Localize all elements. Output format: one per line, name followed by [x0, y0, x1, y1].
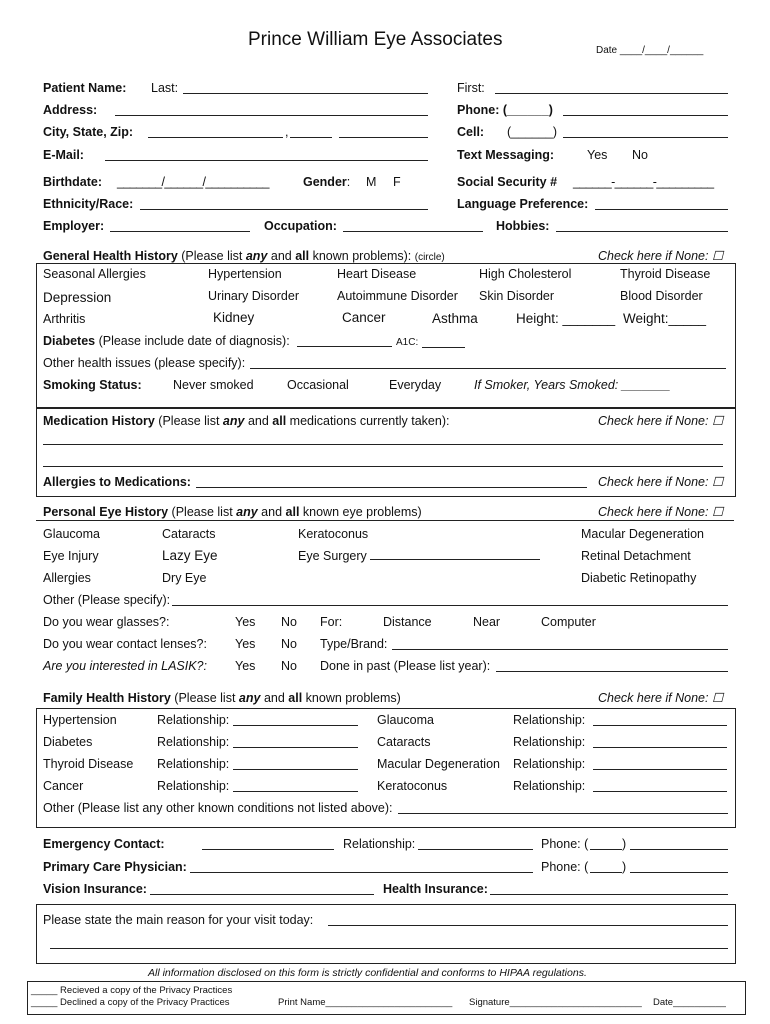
birthdate-label: Birthdate: [43, 175, 103, 189]
other-health-label: Other health issues (please specify): [43, 356, 246, 370]
smoking-occasional-option[interactable]: Occasional [287, 378, 349, 392]
general-heading-circle: (circle) [414, 252, 445, 263]
family-item-glaucoma[interactable]: Glaucoma [377, 713, 434, 727]
diabetes-row [43, 335, 290, 348]
confidentiality-notice: All information disclosed on this form is strictly confidential and conforms to HIPAA regulations. [148, 967, 587, 979]
reason-field-line-2[interactable] [50, 948, 728, 949]
medication-heading-c: medications currently taken): [286, 414, 450, 428]
city-state-zip-label: City, State, Zip: [43, 125, 134, 139]
email-label: E-Mail: [43, 148, 84, 162]
general-item-autoimmune-disorder[interactable]: Autoimmune Disorder [337, 289, 458, 303]
general-item-thyroid-disease[interactable]: Thyroid Disease [620, 267, 711, 281]
pcp-phone-area[interactable] [590, 872, 622, 873]
a1c-field[interactable] [422, 347, 465, 348]
glasses-no-option[interactable]: No [281, 615, 297, 629]
family-item-hypertension[interactable]: Hypertension [43, 713, 117, 727]
general-item-asthma[interactable]: Asthma [432, 311, 478, 326]
employer-field[interactable] [110, 231, 250, 232]
pcp-phone-field[interactable] [630, 872, 728, 873]
eye-heading-b: and [257, 505, 286, 519]
eye-item-eye-injury[interactable]: Eye Injury [43, 549, 99, 563]
glasses-near-option[interactable]: Near [473, 615, 501, 629]
glasses-for-label: For: [320, 615, 343, 629]
family-relationship-field[interactable] [593, 747, 727, 748]
eye-heading-a: (Please list [168, 505, 237, 519]
general-item-seasonal-allergies[interactable]: Seasonal Allergies [43, 267, 146, 281]
glasses-yes-option[interactable]: Yes [235, 615, 256, 629]
eye-item-diabetic-retinopathy[interactable]: Diabetic Retinopathy [581, 571, 697, 585]
done-past-label: Done in past (Please list year): [320, 659, 491, 673]
family-relationship-label: Relationship: [157, 779, 230, 793]
general-item-urinary-disorder[interactable]: Urinary Disorder [208, 289, 299, 303]
family-relationship-label: Relationship: [157, 757, 230, 771]
medication-heading-any: any [222, 414, 245, 428]
general-heading-a: (Please list [177, 249, 246, 263]
emergency-relationship-label: Relationship: [343, 837, 416, 851]
contacts-yes-option[interactable]: Yes [235, 637, 256, 651]
weight-field[interactable]: Weight:_____ [623, 311, 707, 326]
family-relationship-field[interactable] [593, 769, 727, 770]
eye-none-checkbox[interactable]: Check here if None: ☐ [598, 505, 724, 519]
general-heading-bold: General Health History [43, 249, 178, 263]
last-name-field[interactable] [183, 93, 428, 94]
diabetes-instructions: (Please include date of diagnosis): [95, 334, 290, 348]
allergies-medications-field[interactable] [196, 487, 587, 488]
medication-heading-a: (Please list [154, 414, 223, 428]
cell-field[interactable] [563, 137, 728, 138]
eye-item-keratoconus[interactable]: Keratoconus [298, 527, 369, 541]
emergency-contact-label: Emergency Contact: [43, 837, 165, 851]
gender-f-option[interactable]: F [393, 175, 401, 189]
family-item-macular-degeneration[interactable]: Macular Degeneration [377, 757, 500, 771]
city-field[interactable] [148, 137, 283, 138]
height-field[interactable]: Height: _______ [516, 311, 616, 326]
first-label: First: [457, 81, 485, 95]
medication-heading-b: and [244, 414, 273, 428]
gender-text: Gender [303, 175, 347, 189]
reason-label: Please state the main reason for your visit today: [43, 913, 314, 927]
zip-field[interactable] [339, 137, 428, 138]
general-item-high-cholesterol[interactable]: High Cholesterol [479, 267, 572, 281]
family-item-cancer[interactable]: Cancer [43, 779, 84, 793]
employer-label: Employer: [43, 219, 105, 233]
lasik-no-option[interactable]: No [281, 659, 297, 673]
lasik-question: Are you interested in LASIK?: [43, 659, 207, 673]
emergency-contact-field[interactable] [202, 849, 334, 850]
patient-name-label: Patient Name: [43, 81, 127, 95]
medication-heading-bold: Medication History [43, 414, 155, 428]
last-label: Last: [151, 81, 179, 95]
general-item-cancer[interactable]: Cancer [342, 310, 386, 325]
language-field[interactable] [595, 209, 728, 210]
emergency-relationship-field[interactable] [418, 849, 533, 850]
family-item-cataracts[interactable]: Cataracts [377, 735, 431, 749]
type-brand-field[interactable] [392, 649, 728, 650]
family-relationship-field[interactable] [233, 791, 358, 792]
family-other-label: Other (Please list any other known conditions not listed above): [43, 801, 393, 815]
done-past-field[interactable] [496, 671, 728, 672]
eye-heading-c: known eye problems) [299, 505, 422, 519]
text-yes-option[interactable]: Yes [587, 148, 608, 162]
medication-line-1[interactable] [43, 444, 723, 445]
lasik-yes-option[interactable]: Yes [235, 659, 256, 673]
pcp-phone-close: ) [622, 860, 627, 874]
family-item-diabetes[interactable]: Diabetes [43, 735, 93, 749]
eye-item-macular-degeneration[interactable]: Macular Degeneration [581, 527, 704, 541]
general-item-heart-disease[interactable]: Heart Disease [337, 267, 417, 281]
eye-item-glaucoma[interactable]: Glaucoma [43, 527, 100, 541]
eye-heading-all: all [285, 505, 300, 519]
family-relationship-label: Relationship: [513, 735, 586, 749]
contacts-question: Do you wear contact lenses?: [43, 637, 207, 651]
reason-field-line-1[interactable] [328, 925, 728, 926]
allergies-none-checkbox[interactable]: Check here if None: ☐ [598, 475, 724, 489]
text-no-option[interactable]: No [632, 148, 648, 162]
eye-divider [36, 520, 734, 521]
footer-date-field[interactable]: Date__________ [653, 997, 726, 1008]
general-item-skin-disorder[interactable]: Skin Disorder [479, 289, 555, 303]
occupation-label: Occupation: [264, 219, 337, 233]
family-heading-b: and [260, 691, 289, 705]
diabetes-date-field[interactable] [297, 346, 392, 347]
smoking-never-option[interactable]: Never smoked [173, 378, 254, 392]
gender-m-option[interactable]: M [366, 175, 377, 189]
general-heading-c: known problems): [309, 249, 415, 263]
privacy-declined-option[interactable]: _____ Declined a copy of the Privacy Practices [31, 997, 230, 1008]
medication-heading-all: all [272, 414, 287, 428]
family-item-keratoconus[interactable]: Keratoconus [377, 779, 448, 793]
print-name-field[interactable]: Print Name________________________ [278, 997, 453, 1008]
general-item-arthritis[interactable]: Arthritis [43, 312, 86, 326]
contacts-no-option[interactable]: No [281, 637, 297, 651]
eye-other-label: Other (Please specify): [43, 593, 171, 607]
family-heading-bold: Family Health History [43, 691, 171, 705]
ssn-field[interactable]: ______-______-_________ [573, 175, 714, 189]
allergies-medications-label: Allergies to Medications: [43, 475, 191, 489]
birthdate-field[interactable]: _______/______/__________ [117, 175, 269, 189]
phone-field[interactable] [563, 115, 728, 116]
family-heading-c: known problems) [302, 691, 401, 705]
form-title: Prince William Eye Associates [248, 29, 503, 50]
hobbies-label: Hobbies: [496, 219, 550, 233]
text-messaging-label: Text Messaging: [457, 148, 555, 162]
phone-label: Phone: (______) [457, 103, 553, 117]
general-heading-any: any [245, 249, 268, 263]
pcp-phone-label: Phone: ( [541, 860, 589, 874]
eye-heading-bold: Personal Eye History [43, 505, 169, 519]
smoking-everyday-option[interactable]: Everyday [389, 378, 442, 392]
vision-insurance-label: Vision Insurance: [43, 882, 147, 896]
other-health-field[interactable] [250, 368, 726, 369]
family-item-thyroid-disease[interactable]: Thyroid Disease [43, 757, 134, 771]
pcp-label: Primary Care Physician: [43, 860, 187, 874]
eye-item-lazy-eye[interactable]: Lazy Eye [162, 548, 218, 563]
email-field[interactable] [105, 160, 428, 161]
signature-field[interactable]: Signature_________________________ [469, 997, 642, 1008]
family-relationship-field[interactable] [593, 791, 727, 792]
family-relationship-label: Relationship: [157, 713, 230, 727]
glasses-question: Do you wear glasses?: [43, 615, 170, 629]
diabetes-label: Diabetes [43, 334, 96, 348]
eye-other-field[interactable] [172, 605, 728, 606]
smoking-status-label: Smoking Status: [43, 378, 142, 392]
eye-item-eye-surgery[interactable]: Eye Surgery [298, 549, 367, 563]
medication-none-checkbox[interactable]: Check here if None: ☐ [598, 414, 724, 428]
general-heading-all: all [295, 249, 310, 263]
gender-colon: : [346, 175, 351, 189]
eye-item-dry-eye[interactable]: Dry Eye [162, 571, 207, 585]
eye-item-retinal-detachment[interactable]: Retinal Detachment [581, 549, 691, 563]
first-name-field[interactable] [495, 93, 728, 94]
family-history-heading [43, 692, 401, 705]
comma: , [285, 125, 289, 139]
gender-label [303, 176, 350, 189]
family-relationship-label: Relationship: [513, 779, 586, 793]
occupation-field[interactable] [343, 231, 483, 232]
general-item-blood-disorder[interactable]: Blood Disorder [620, 289, 703, 303]
family-relationship-field[interactable] [233, 769, 358, 770]
general-heading-b: and [267, 249, 296, 263]
family-none-checkbox[interactable]: Check here if None: ☐ [598, 691, 724, 705]
medication-line-2[interactable] [43, 466, 723, 467]
family-relationship-label: Relationship: [513, 757, 586, 771]
eye-item-cataracts[interactable]: Cataracts [162, 527, 216, 541]
health-insurance-label: Health Insurance: [383, 882, 488, 896]
family-other-field[interactable] [398, 813, 728, 814]
emergency-phone-area[interactable] [590, 849, 622, 850]
address-field[interactable] [115, 115, 428, 116]
privacy-received-option[interactable]: _____ Recieved a copy of the Privacy Practices [31, 985, 233, 996]
ethnicity-field[interactable] [140, 209, 428, 210]
a1c-label: A1C: [396, 337, 419, 348]
emergency-phone-close: ) [622, 837, 627, 851]
pcp-field[interactable] [190, 872, 533, 873]
address-label: Address: [43, 103, 98, 117]
type-brand-label: Type/Brand: [320, 637, 388, 651]
family-relationship-field[interactable] [593, 725, 727, 726]
eye-history-heading [43, 506, 422, 519]
emergency-phone-field[interactable] [630, 849, 728, 850]
general-item-depression[interactable]: Depression [43, 290, 112, 305]
vision-insurance-field[interactable] [150, 894, 374, 895]
hobbies-field[interactable] [556, 231, 728, 232]
emergency-phone-label: Phone: ( [541, 837, 589, 851]
date-field[interactable]: Date ____/____/______ [596, 45, 704, 56]
general-item-hypertension[interactable]: Hypertension [208, 267, 282, 281]
general-none-checkbox[interactable]: Check here if None: ☐ [598, 249, 724, 263]
medication-heading [43, 415, 449, 428]
eye-surgery-field[interactable] [370, 559, 540, 560]
smoker-years-field[interactable]: If Smoker, Years Smoked: _______ [474, 378, 671, 392]
eye-item-allergies[interactable]: Allergies [43, 571, 91, 585]
cell-area-code: (______) [507, 125, 558, 139]
family-heading-all: all [288, 691, 303, 705]
family-heading-any: any [238, 691, 261, 705]
state-field[interactable] [290, 137, 332, 138]
ethnicity-label: Ethnicity/Race: [43, 197, 134, 211]
glasses-distance-option[interactable]: Distance [383, 615, 432, 629]
family-relationship-field[interactable] [233, 725, 358, 726]
ssn-label: Social Security # [457, 175, 558, 189]
eye-heading-any: any [236, 505, 258, 519]
cell-label: Cell: [457, 125, 485, 139]
general-item-kidney[interactable]: Kidney [213, 310, 255, 325]
glasses-computer-option[interactable]: Computer [541, 615, 596, 629]
health-insurance-field[interactable] [490, 894, 728, 895]
family-relationship-label: Relationship: [513, 713, 586, 727]
family-relationship-field[interactable] [233, 747, 358, 748]
family-relationship-label: Relationship: [157, 735, 230, 749]
general-health-heading [43, 250, 445, 263]
language-label: Language Preference: [457, 197, 589, 211]
family-heading-a: (Please list [170, 691, 239, 705]
